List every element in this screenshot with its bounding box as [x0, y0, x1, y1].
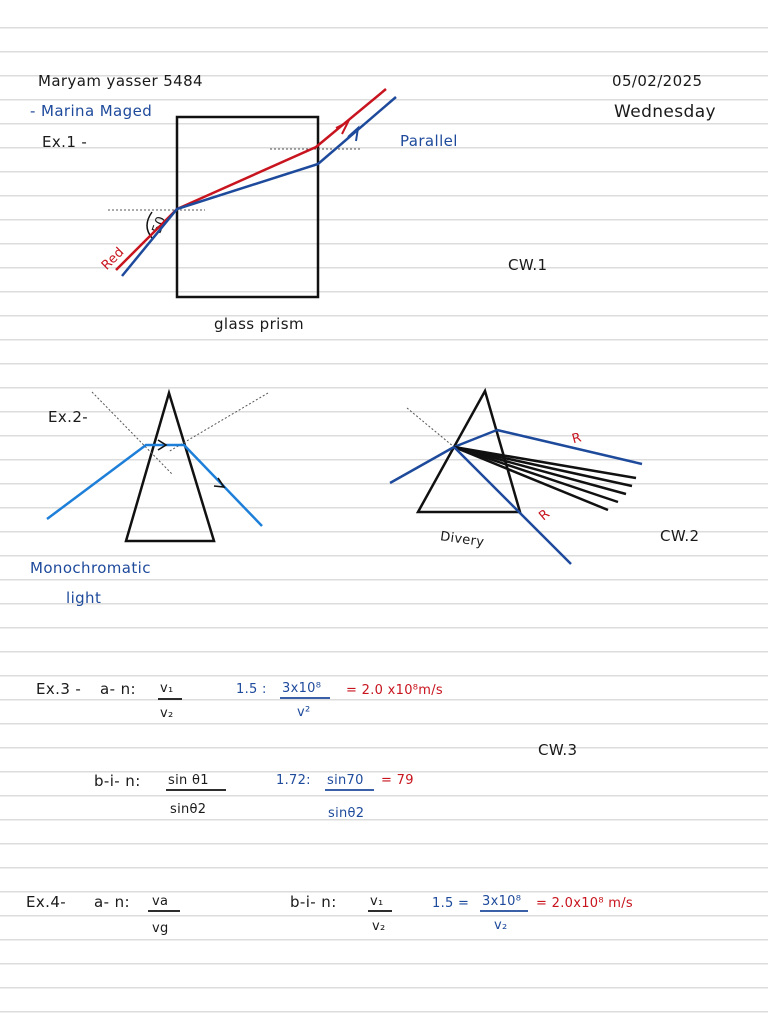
ex4b-denominator: v₂	[372, 919, 386, 934]
blue-ray	[122, 97, 396, 276]
spectrum-ray-4	[454, 447, 618, 502]
monochromatic-caption: Monochromatic	[30, 559, 151, 577]
cw1-label: CW.1	[508, 256, 548, 274]
red-ray-arrow	[336, 122, 348, 134]
ex3-part-b	[94, 772, 414, 821]
ex3-part-a	[100, 680, 443, 721]
ex3b-denominator: sinθ2	[170, 802, 207, 817]
monochromatic-ray	[47, 445, 262, 526]
normal-line-right	[407, 408, 454, 447]
weekday: Wednesday	[614, 102, 717, 122]
date: 05/02/2025	[612, 72, 703, 90]
ex3a-frac-denominator: v²	[297, 705, 311, 720]
spectrum-ray-5	[454, 447, 608, 510]
ex1-label: Ex.1 -	[42, 133, 88, 151]
normal-line-left-entry	[92, 392, 172, 474]
ex3a-denominator: v₂	[160, 706, 174, 721]
coauthor-name: - Marina Maged	[30, 102, 153, 120]
ex1-diagram	[99, 89, 396, 297]
ex2-dispersion-diagram	[390, 391, 642, 564]
ex3b-prefix: b-i- n:	[94, 772, 141, 790]
ex4-part-b	[290, 893, 633, 934]
ex3b-result: = 79	[381, 773, 414, 788]
prism-triangle-left	[126, 393, 214, 541]
ex3b-frac-numerator: sin70	[327, 773, 364, 788]
ex3a-result: = 2.0 x10⁸m/s	[346, 683, 443, 698]
ex4-label: Ex.4-	[26, 893, 67, 911]
ex4b-prefix: b-i- n:	[290, 893, 337, 911]
ex4a-denominator: vg	[152, 921, 169, 936]
ex3a-lhs: 1.5 :	[236, 682, 267, 697]
ex3-label: Ex.3 -	[36, 680, 82, 698]
red-label-top: R	[570, 430, 584, 448]
ex4a-prefix: a- n:	[94, 893, 130, 911]
spectrum-ray-2	[454, 447, 632, 486]
ex3a-frac-numerator: 3x10⁸	[282, 681, 322, 696]
author-name: Maryam yasser 5484	[38, 72, 203, 90]
parallel-note: Parallel	[400, 132, 458, 150]
light-caption: light	[66, 589, 102, 607]
cw2-label: CW.2	[660, 527, 700, 545]
red-ray-label: Red	[98, 244, 128, 274]
ex2-label: Ex.2-	[48, 408, 89, 426]
ex4-part-a	[94, 893, 180, 936]
ex4b-lhs: 1.5 =	[432, 896, 470, 911]
dispersed-ray-top	[454, 430, 497, 447]
ex3a-prefix: a- n:	[100, 680, 136, 698]
ex4b-frac-numerator: 3x10⁸	[482, 894, 522, 909]
cw3-label: CW.3	[538, 741, 578, 759]
disperse-caption: Divery	[439, 529, 486, 551]
ex4b-result: = 2.0x10⁸ m/s	[536, 896, 633, 911]
ex4b-numerator: v₁	[370, 894, 384, 909]
red-label-bottom: R	[536, 506, 554, 525]
glass-prism-block	[177, 117, 318, 297]
glass-prism-caption: glass prism	[214, 315, 304, 333]
angle-value: 50	[149, 214, 170, 236]
ex3b-numerator: sin θ1	[168, 773, 209, 788]
ex3b-lhs: 1.72:	[276, 773, 311, 788]
ex3a-numerator: v₁	[160, 681, 174, 696]
ex4a-numerator: va	[152, 894, 169, 909]
ex4b-frac-denominator: v₂	[494, 918, 508, 933]
ex3b-frac-denominator: sinθ2	[328, 806, 365, 821]
